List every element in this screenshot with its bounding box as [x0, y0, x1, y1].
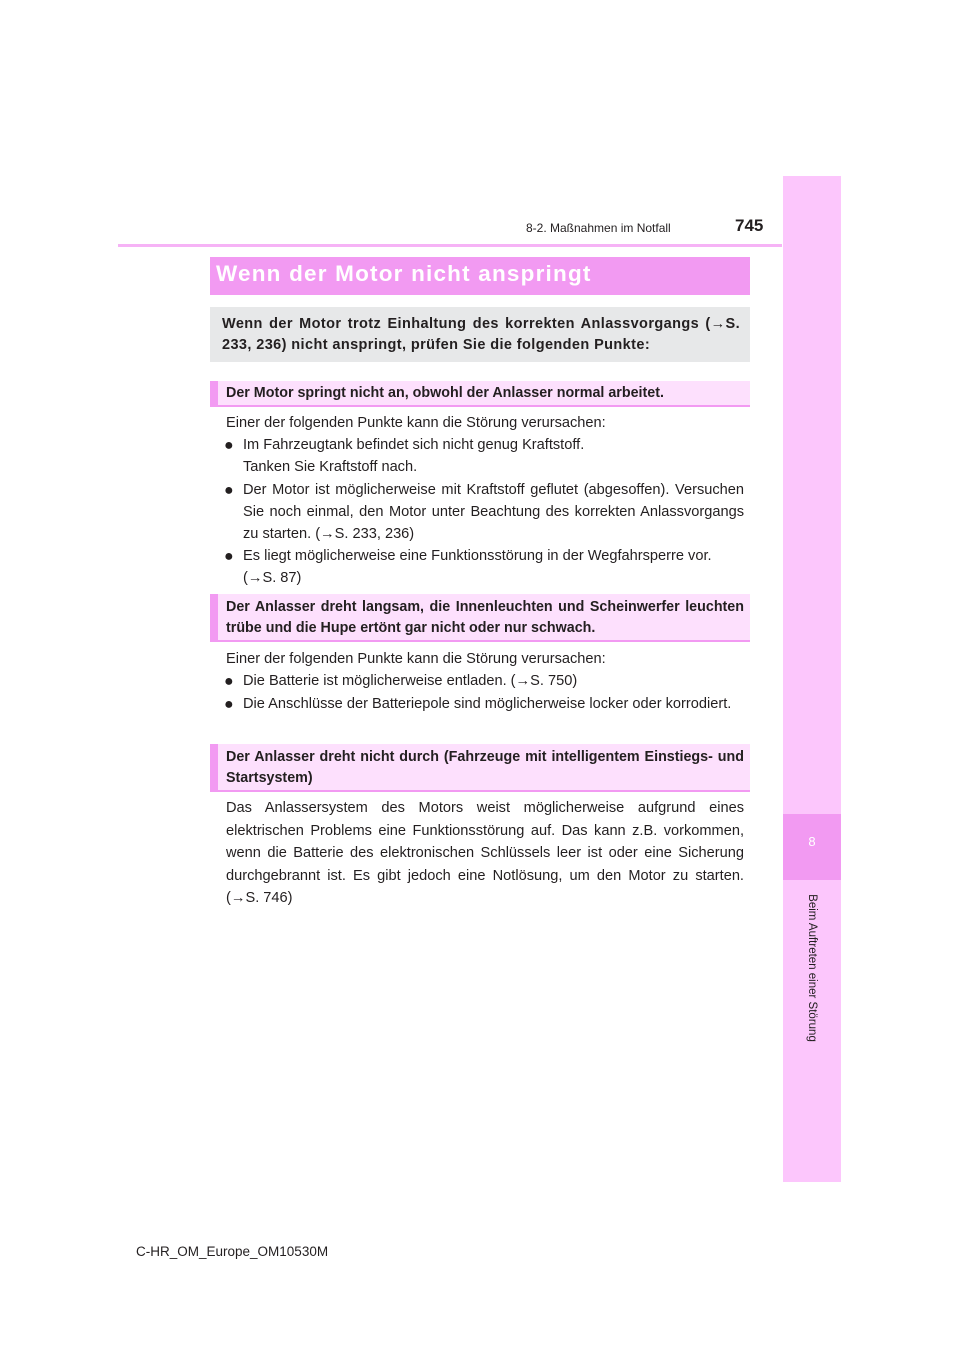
list-item: Die Batterie ist möglicherweise entladen. (→S. 750): [243, 673, 578, 689]
footer-document-code: C-HR_OM_Europe_OM10530M: [136, 1244, 329, 1259]
bullet-icon: ●: [224, 696, 234, 713]
bullet-icon: ●: [224, 548, 234, 565]
list-item: Im Fahrzeugtank befindet sich nicht genug Kraftstoff. Tanken Sie Kraftstoff nach.: [243, 437, 585, 475]
list-item: Es liegt möglicherweise eine Funktionsstörung in der Wegfahrsperre vor. (→S. 87): [243, 548, 712, 586]
page-title: Wenn der Motor nicht anspringt: [216, 261, 592, 286]
chapter-number: 8: [808, 834, 816, 849]
header-divider: [118, 244, 782, 247]
bullet-icon: ●: [224, 482, 234, 499]
chapter-title: Beim Auftreten einer Störung: [806, 894, 818, 1042]
section-body: Das Anlassersystem des Motors weist möglicherweise aufgrund eines elektrischen Problems eine Funktionsstörung auf. Das kann z.B. vorkommen, wenn die Batterie des elektronischen Schlüssels leer ist oder eine Sicherung durchgebrannt ist. Es gibt jedoch eine Notlösung, um den Motor zu starten. (→S. 746): [226, 800, 744, 906]
section-lead: Einer der folgenden Punkte kann die Störung verursachen:: [226, 415, 606, 431]
bullet-icon: ●: [224, 673, 234, 690]
bullet-icon: ●: [224, 437, 234, 454]
header-section-title: 8-2. Maßnahmen im Notfall: [526, 221, 671, 235]
intro-text: Wenn der Motor trotz Einhaltung des korrekten Anlassvorgangs (→S. 233, 236) nicht anspringt, prüfen Sie die folgenden Punkte:: [222, 316, 740, 353]
list-item: Der Motor ist möglicherweise mit Kraftstoff geflutet (abgesoffen). Versuchen Sie noch einmal, den Motor unter Beachtung des korrekten Anlassvorgangs zu starten. (→S. 233, 236): [243, 482, 744, 542]
page-number: 745: [735, 216, 764, 235]
subheading: Der Anlasser dreht nicht durch (Fahrzeuge mit intelligentem Einstiegs- und Startsystem): [226, 749, 744, 786]
section-lead: Einer der folgenden Punkte kann die Störung verursachen:: [226, 651, 606, 667]
list-item: Die Anschlüsse der Batteriepole sind möglicherweise locker oder korrodiert.: [243, 696, 732, 712]
subheading: Der Motor springt nicht an, obwohl der Anlasser normal arbeitet.: [226, 385, 664, 401]
subheading: Der Anlasser dreht langsam, die Innenleuchten und Scheinwerfer leuchten trübe und die Hupe ertönt gar nicht oder nur schwach.: [226, 599, 744, 636]
